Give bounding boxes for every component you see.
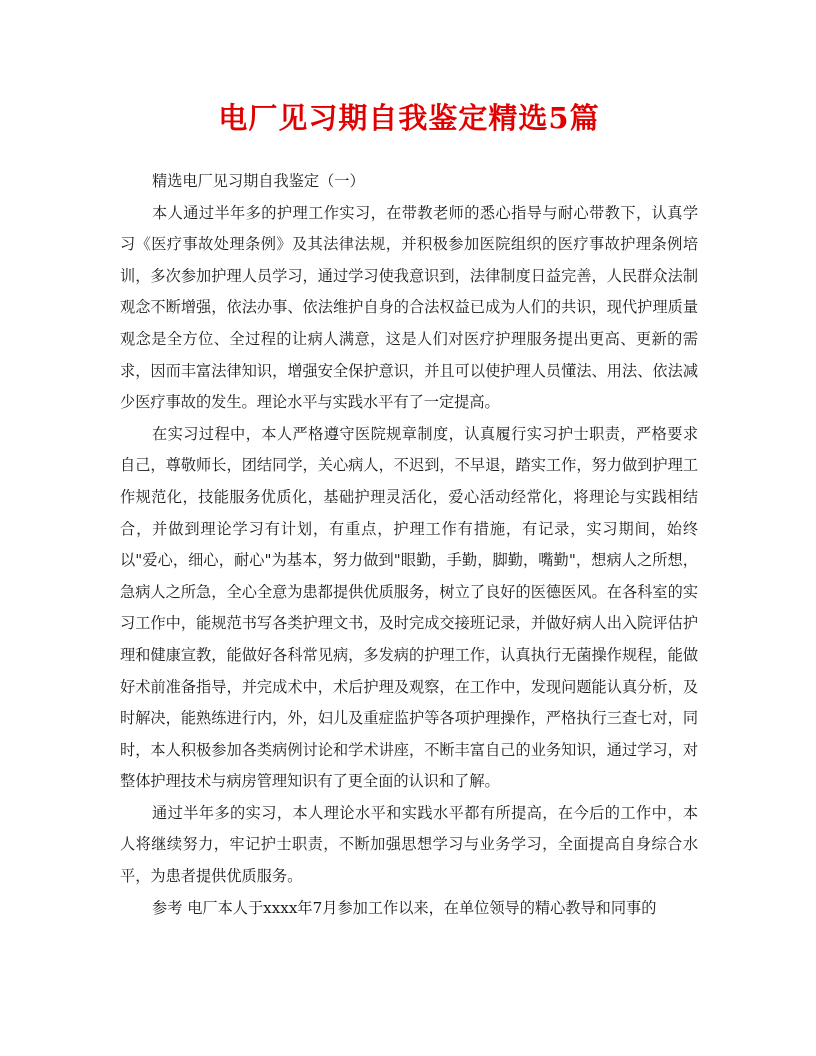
- body-paragraph: 参考 电厂本人于xxxx年7月参加工作以来，在单位领导的精心教导和同事的: [152, 898, 657, 917]
- body-paragraph: 本人通过半年多的护理工作实习，在带教老师的悉心指导与耐心带教下，认真学习《医疗事故处理条例》及其法律法规，并积极参加医院组织的医疗事故护理条例培训，多次参加护理人员学习，通过学习使我意识到，法律制度日益完善，人民群众法制观念不断增强，依法办事、依法维护自身的合法权益已成为人们的共识，现代护理质量观念是全方位、全过程的让病人满意，这是人们对医疗护理服务提出更高、更新的需求，因而丰富法律知识，增强安全保护意识，并且可以使护理人员懂法、用法、依法减少医疗事故的发生。理论水平与实践水平有了一定提高。: [120, 203, 698, 412]
- body-paragraph: 在实习过程中，本人严格遵守医院规章制度，认真履行实习护士职责，严格要求自己，尊敬师长，团结同学，关心病人，不迟到，不早退，踏实工作，努力做到护理工作规范化，技能服务优质化，基础护理灵活化，爱心活动经常化，将理论与实践相结合，并做到理论学习有计划，有重点，护理工作有措施，有记录，实习期间，始终以"爱心，细心，耐心"为基本，努力做到"眼勤，手勤，脚勤，嘴勤"，想病人之所想，急病人之所急，全心全意为患都提供优质服务，树立了良好的医德医风。在各科室的实习工作中，能规范书写各类护理文书，及时完成交接班记录，并做好病人出入院评估护理和健康宣教，能做好各科常见病，多发病的护理工作，认真执行无菌操作规程，能做好术前准备指导，并完成术中，术后护理及观察，在工作中，发现问题能认真分析，及时解决，能熟练进行内，外，妇儿及重症监护等各项护理操作，严格执行三查七对，同时，本人积极参加各类病例讨论和学术讲座，不断丰富自己的业务知识，通过学习，对整体护理技术与病房管理知识有了更全面的认识和了解。: [120, 424, 698, 791]
- document-title: 电厂见习期自我鉴定精选5篇: [218, 101, 600, 135]
- section-heading: 精选电厂见习期自我鉴定（一）: [152, 172, 365, 190]
- body-paragraph: 通过半年多的实习，本人理论水平和实践水平都有所提高，在今后的工作中，本人将继续努力，牢记护士职责，不断加强思想学习与业务学习，全面提高自身综合水平，为患者提供优质服务。: [120, 803, 698, 886]
